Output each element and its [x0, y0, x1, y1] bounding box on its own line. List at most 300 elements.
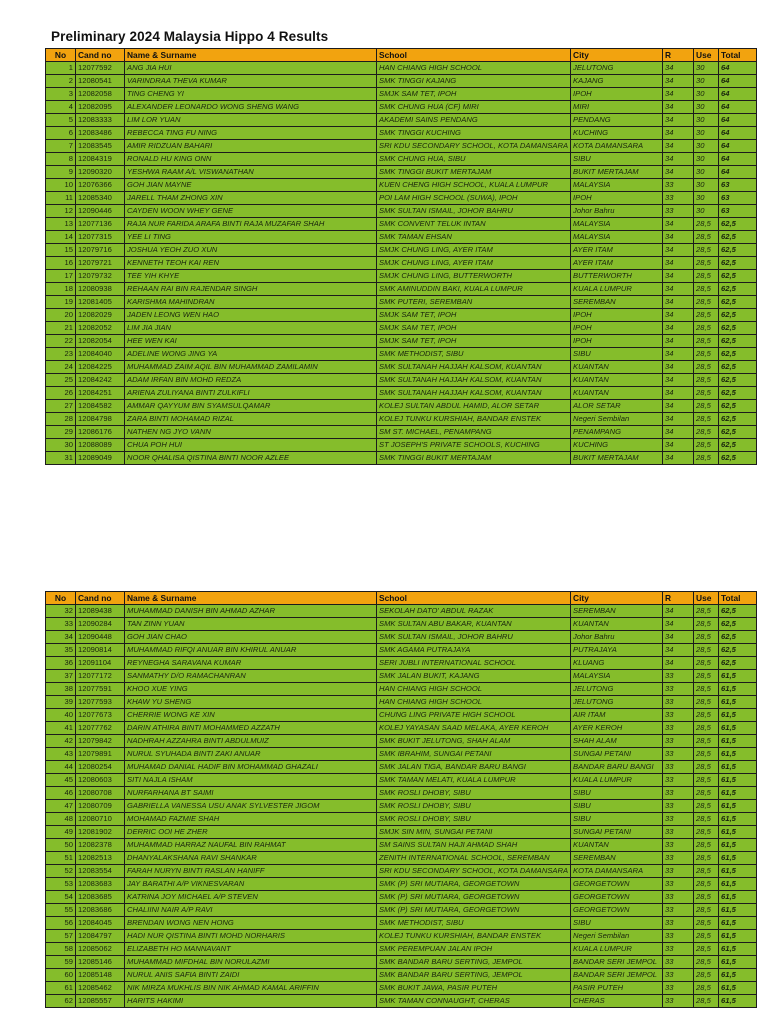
cell-r: 34: [663, 374, 694, 387]
cell-use: 28,5: [694, 735, 719, 748]
cell-no: 26: [46, 387, 76, 400]
cell-no: 23: [46, 348, 76, 361]
cell-city: IPOH: [571, 335, 663, 348]
cell-r: 33: [663, 735, 694, 748]
cell-no: 42: [46, 735, 76, 748]
cell-cand-no: 12079721: [76, 257, 125, 270]
cell-total: 61,5: [719, 852, 757, 865]
table-row: [46, 75, 757, 88]
cell-school: SMK SULTAN ABU BAKAR, KUANTAN: [377, 618, 571, 631]
cell-name: SITI NAJLA ISHAM: [125, 774, 377, 787]
cell-use: 28,5: [694, 361, 719, 374]
cell-use: 30: [694, 127, 719, 140]
cell-cand-no: 12090320: [76, 166, 125, 179]
header-cand: Cand no: [76, 49, 125, 62]
cell-no: 39: [46, 696, 76, 709]
cell-name: KENNETH TEOH KAI REN: [125, 257, 377, 270]
cell-cand-no: 12083486: [76, 127, 125, 140]
cell-use: 28,5: [694, 761, 719, 774]
cell-r: 34: [663, 605, 694, 618]
cell-use: 28,5: [694, 748, 719, 761]
cell-name: ARIENA ZULIYANA BINTI ZULKIFLI: [125, 387, 377, 400]
cell-school: SMK ROSLI DHOBY, SIBU: [377, 800, 571, 813]
cell-no: 50: [46, 839, 76, 852]
cell-name: MUHAMMAD ZAIM AQIL BIN MUHAMMAD ZAMILAMIN: [125, 361, 377, 374]
table-row: [46, 166, 757, 179]
cell-no: 49: [46, 826, 76, 839]
cell-school: SMJK SAM TET, IPOH: [377, 335, 571, 348]
cell-name: GOH JIAN CHAO: [125, 631, 377, 644]
cell-use: 28,5: [694, 930, 719, 943]
cell-total: 61,5: [719, 709, 757, 722]
cell-no: 25: [46, 374, 76, 387]
cell-school: SM SAINS SULTAN HAJI AHMAD SHAH: [377, 839, 571, 852]
cell-no: 62: [46, 995, 76, 1008]
cell-no: 53: [46, 878, 76, 891]
cell-cand-no: 12080710: [76, 813, 125, 826]
table-row: [46, 179, 757, 192]
cell-r: 33: [663, 865, 694, 878]
cell-school: ZENITH INTERNATIONAL SCHOOL, SEREMBAN: [377, 852, 571, 865]
table-row: [46, 878, 757, 891]
cell-cand-no: 12080254: [76, 761, 125, 774]
cell-total: 64: [719, 153, 757, 166]
cell-total: 61,5: [719, 982, 757, 995]
cell-no: 58: [46, 943, 76, 956]
cell-no: 16: [46, 257, 76, 270]
cell-city: MALAYSIA: [571, 218, 663, 231]
cell-name: MUHAMAD DANIAL HADIF BIN MOHAMMAD GHAZALI: [125, 761, 377, 774]
cell-use: 30: [694, 75, 719, 88]
cell-city: KUANTAN: [571, 839, 663, 852]
cell-city: GEORGETOWN: [571, 891, 663, 904]
cell-cand-no: 12079891: [76, 748, 125, 761]
cell-school: SMJK SIN MIN, SUNGAI PETANI: [377, 826, 571, 839]
cell-cand-no: 12077592: [76, 62, 125, 75]
cell-cand-no: 12083545: [76, 140, 125, 153]
cell-total: 62,5: [719, 400, 757, 413]
cell-r: 34: [663, 335, 694, 348]
header-row: [46, 49, 757, 62]
cell-r: 34: [663, 439, 694, 452]
cell-cand-no: 12084319: [76, 153, 125, 166]
cell-r: 33: [663, 179, 694, 192]
cell-no: 52: [46, 865, 76, 878]
cell-cand-no: 12081902: [76, 826, 125, 839]
cell-total: 61,5: [719, 917, 757, 930]
cell-no: 6: [46, 127, 76, 140]
table-row: [46, 774, 757, 787]
cell-r: 34: [663, 166, 694, 179]
cell-no: 54: [46, 891, 76, 904]
cell-no: 37: [46, 670, 76, 683]
cell-r: 34: [663, 244, 694, 257]
cell-school: CHUNG LING PRIVATE HIGH SCHOOL: [377, 709, 571, 722]
cell-cand-no: 12090448: [76, 631, 125, 644]
cell-use: 30: [694, 88, 719, 101]
cell-total: 61,5: [719, 891, 757, 904]
table-row: [46, 452, 757, 465]
table-row: [46, 426, 757, 439]
cell-cand-no: 12080541: [76, 75, 125, 88]
cell-total: 62,5: [719, 348, 757, 361]
cell-name: FARAH NURYN BINTI RASLAN HANIFF: [125, 865, 377, 878]
cell-school: SMK SULTANAH HAJJAH KALSOM, KUANTAN: [377, 387, 571, 400]
cell-city: BUKIT MERTAJAM: [571, 166, 663, 179]
cell-use: 28,5: [694, 774, 719, 787]
cell-name: ADAM IRFAN BIN MOHD REDZA: [125, 374, 377, 387]
cell-city: IPOH: [571, 88, 663, 101]
cell-city: JELUTONG: [571, 683, 663, 696]
cell-use: 28,5: [694, 982, 719, 995]
cell-use: 28,5: [694, 709, 719, 722]
cell-r: 34: [663, 618, 694, 631]
cell-cand-no: 12084797: [76, 930, 125, 943]
cell-no: 17: [46, 270, 76, 283]
cell-cand-no: 12077762: [76, 722, 125, 735]
cell-school: SRI KDU SECONDARY SCHOOL, KOTA DAMANSARA: [377, 865, 571, 878]
cell-school: SMK SULTAN ISMAIL, JOHOR BAHRU: [377, 205, 571, 218]
cell-no: 3: [46, 88, 76, 101]
cell-city: PUTRAJAYA: [571, 644, 663, 657]
table-row: [46, 231, 757, 244]
cell-name: CHERRIE WONG KE XIN: [125, 709, 377, 722]
cell-city: SUNGAI PETANI: [571, 748, 663, 761]
table-row: [46, 722, 757, 735]
header-cand: Cand no: [76, 592, 125, 605]
cell-use: 28,5: [694, 452, 719, 465]
results-table-2: [45, 591, 757, 1008]
cell-total: 61,5: [719, 761, 757, 774]
cell-no: 14: [46, 231, 76, 244]
cell-total: 61,5: [719, 956, 757, 969]
cell-cand-no: 12084582: [76, 400, 125, 413]
cell-school: HAN CHIANG HIGH SCHOOL: [377, 683, 571, 696]
cell-school: SMK CHUNG HUA (CF) MIRI: [377, 101, 571, 114]
cell-school: SMK IBRAHIM, SUNGAI PETANI: [377, 748, 571, 761]
table-row: [46, 205, 757, 218]
cell-cand-no: 12080938: [76, 283, 125, 296]
table-row: [46, 904, 757, 917]
cell-cand-no: 12082095: [76, 101, 125, 114]
cell-name: RAJA NUR FARIDA ARAFA BINTI RAJA MUZAFAR SHAH: [125, 218, 377, 231]
cell-name: DARIN ATHIRA BINTI MOHAMMED AZZATH: [125, 722, 377, 735]
cell-total: 62,5: [719, 644, 757, 657]
table-row: [46, 88, 757, 101]
cell-school: SMK CONVENT TELUK INTAN: [377, 218, 571, 231]
cell-no: 57: [46, 930, 76, 943]
cell-city: MALAYSIA: [571, 231, 663, 244]
cell-school: SMK SULTAN ISMAIL, JOHOR BAHRU: [377, 631, 571, 644]
cell-use: 28,5: [694, 852, 719, 865]
cell-use: 28,5: [694, 374, 719, 387]
cell-school: SMK METHODIST, SIBU: [377, 348, 571, 361]
cell-city: IPOH: [571, 309, 663, 322]
cell-city: KAJANG: [571, 75, 663, 88]
table-row: [46, 631, 757, 644]
cell-school: SMK (P) SRI MUTIARA, GEORGETOWN: [377, 904, 571, 917]
cell-city: ALOR SETAR: [571, 400, 663, 413]
cell-cand-no: 12077315: [76, 231, 125, 244]
cell-total: 61,5: [719, 748, 757, 761]
cell-city: SEREMBAN: [571, 852, 663, 865]
cell-cand-no: 12090814: [76, 644, 125, 657]
cell-no: 28: [46, 413, 76, 426]
cell-no: 35: [46, 644, 76, 657]
cell-cand-no: 12077172: [76, 670, 125, 683]
cell-name: TAN ZINN YUAN: [125, 618, 377, 631]
cell-city: AYER KEROH: [571, 722, 663, 735]
cell-city: BUKIT MERTAJAM: [571, 452, 663, 465]
cell-r: 33: [663, 943, 694, 956]
cell-name: CHUA POH HUI: [125, 439, 377, 452]
cell-name: YESHWA RAAM A/L VISWANATHAN: [125, 166, 377, 179]
cell-use: 28,5: [694, 839, 719, 852]
cell-use: 28,5: [694, 618, 719, 631]
cell-name: REBECCA TING FU NING: [125, 127, 377, 140]
table-row: [46, 735, 757, 748]
cell-no: 47: [46, 800, 76, 813]
cell-use: 30: [694, 153, 719, 166]
cell-city: KUANTAN: [571, 361, 663, 374]
cell-no: 56: [46, 917, 76, 930]
cell-city: SEREMBAN: [571, 296, 663, 309]
table-row: [46, 244, 757, 257]
cell-r: 34: [663, 296, 694, 309]
cell-no: 43: [46, 748, 76, 761]
cell-r: 34: [663, 62, 694, 75]
cell-cand-no: 12084225: [76, 361, 125, 374]
cell-school: KUEN CHENG HIGH SCHOOL, KUALA LUMPUR: [377, 179, 571, 192]
header-total: Total: [719, 49, 757, 62]
cell-city: MALAYSIA: [571, 179, 663, 192]
table-row: [46, 374, 757, 387]
cell-city: Johor Bahru: [571, 631, 663, 644]
cell-no: 27: [46, 400, 76, 413]
cell-no: 41: [46, 722, 76, 735]
cell-name: ADELINE WONG JING YA: [125, 348, 377, 361]
table-row: [46, 813, 757, 826]
cell-total: 62,5: [719, 439, 757, 452]
cell-no: 51: [46, 852, 76, 865]
cell-name: HADI NUR QISTINA BINTI MOHD NORHARIS: [125, 930, 377, 943]
cell-no: 4: [46, 101, 76, 114]
cell-school: POI LAM HIGH SCHOOL (SUWA), IPOH: [377, 192, 571, 205]
cell-use: 28,5: [694, 800, 719, 813]
cell-name: CAYDEN WOON WHEY GENE: [125, 205, 377, 218]
cell-cand-no: 12077673: [76, 709, 125, 722]
cell-name: KATRINA JOY MICHAEL A/P STEVEN: [125, 891, 377, 904]
table-row: [46, 400, 757, 413]
cell-use: 28,5: [694, 426, 719, 439]
cell-total: 64: [719, 166, 757, 179]
cell-city: PENDANG: [571, 114, 663, 127]
cell-city: MIRI: [571, 101, 663, 114]
cell-city: KUANTAN: [571, 387, 663, 400]
cell-city: BANDAR SERI JEMPOL: [571, 969, 663, 982]
cell-use: 30: [694, 140, 719, 153]
cell-total: 61,5: [719, 943, 757, 956]
table-row: [46, 657, 757, 670]
cell-total: 63: [719, 192, 757, 205]
cell-cand-no: 12082378: [76, 839, 125, 852]
cell-cand-no: 12089049: [76, 452, 125, 465]
cell-use: 28,5: [694, 917, 719, 930]
header-school: School: [377, 592, 571, 605]
cell-cand-no: 12077593: [76, 696, 125, 709]
cell-name: AMMAR QAYYUM BIN SYAMSULQAMAR: [125, 400, 377, 413]
cell-r: 34: [663, 270, 694, 283]
cell-city: Negeri Sembilan: [571, 413, 663, 426]
header-total: Total: [719, 592, 757, 605]
cell-cand-no: 12083685: [76, 891, 125, 904]
header-no: No: [46, 592, 76, 605]
cell-no: 44: [46, 761, 76, 774]
cell-total: 61,5: [719, 826, 757, 839]
table-row: [46, 218, 757, 231]
cell-school: SMJK SAM TET, IPOH: [377, 88, 571, 101]
cell-use: 28,5: [694, 865, 719, 878]
table-row: [46, 283, 757, 296]
cell-total: 61,5: [719, 995, 757, 1008]
cell-r: 34: [663, 387, 694, 400]
cell-use: 30: [694, 179, 719, 192]
cell-name: RONALD HU KING ONN: [125, 153, 377, 166]
cell-name: NIK MIRZA MUKHLIS BIN NIK AHMAD KAMAL ARIFFIN: [125, 982, 377, 995]
cell-name: KARISHMA MAHINDRAN: [125, 296, 377, 309]
cell-name: MOHAMAD FAZMIE SHAH: [125, 813, 377, 826]
cell-name: JOSHUA YEOH ZUO XUN: [125, 244, 377, 257]
cell-use: 30: [694, 101, 719, 114]
cell-total: 61,5: [719, 904, 757, 917]
cell-no: 32: [46, 605, 76, 618]
cell-use: 28,5: [694, 322, 719, 335]
cell-total: 62,5: [719, 413, 757, 426]
cell-r: 33: [663, 192, 694, 205]
cell-city: GEORGETOWN: [571, 878, 663, 891]
cell-no: 24: [46, 361, 76, 374]
cell-no: 8: [46, 153, 76, 166]
cell-total: 64: [719, 88, 757, 101]
cell-no: 9: [46, 166, 76, 179]
cell-use: 30: [694, 114, 719, 127]
cell-r: 34: [663, 413, 694, 426]
cell-name: JARELL THAM ZHONG XIN: [125, 192, 377, 205]
cell-use: 28,5: [694, 813, 719, 826]
cell-name: LIM JIA JIAN: [125, 322, 377, 335]
cell-school: KOLEJ YAYASAN SAAD MELAKA, AYER KEROH: [377, 722, 571, 735]
cell-school: SMK (P) SRI MUTIARA, GEORGETOWN: [377, 878, 571, 891]
cell-no: 40: [46, 709, 76, 722]
cell-use: 28,5: [694, 696, 719, 709]
table-row: [46, 696, 757, 709]
cell-r: 34: [663, 218, 694, 231]
cell-total: 63: [719, 205, 757, 218]
cell-r: 34: [663, 322, 694, 335]
cell-total: 61,5: [719, 930, 757, 943]
cell-r: 34: [663, 127, 694, 140]
cell-school: SMK PEREMPUAN JALAN IPOH: [377, 943, 571, 956]
cell-cand-no: 12085148: [76, 969, 125, 982]
cell-cand-no: 12084040: [76, 348, 125, 361]
cell-r: 34: [663, 153, 694, 166]
cell-total: 61,5: [719, 800, 757, 813]
cell-city: SEREMBAN: [571, 605, 663, 618]
cell-use: 28,5: [694, 787, 719, 800]
cell-r: 33: [663, 852, 694, 865]
table-row: [46, 748, 757, 761]
cell-city: KUALA LUMPUR: [571, 283, 663, 296]
cell-no: 60: [46, 969, 76, 982]
table-row: [46, 982, 757, 995]
cell-total: 61,5: [719, 683, 757, 696]
cell-cand-no: 12084045: [76, 917, 125, 930]
cell-total: 61,5: [719, 774, 757, 787]
cell-r: 33: [663, 709, 694, 722]
cell-total: 64: [719, 101, 757, 114]
table-row: [46, 787, 757, 800]
cell-r: 33: [663, 904, 694, 917]
cell-city: KUALA LUMPUR: [571, 774, 663, 787]
cell-r: 33: [663, 774, 694, 787]
cell-name: TING CHENG YI: [125, 88, 377, 101]
cell-r: 34: [663, 140, 694, 153]
cell-name: REYNEGHA SARAVANA KUMAR: [125, 657, 377, 670]
cell-total: 61,5: [719, 787, 757, 800]
cell-cand-no: 12084251: [76, 387, 125, 400]
cell-total: 64: [719, 127, 757, 140]
header-city: City: [571, 592, 663, 605]
cell-use: 28,5: [694, 878, 719, 891]
cell-r: 34: [663, 283, 694, 296]
cell-r: 33: [663, 982, 694, 995]
cell-no: 61: [46, 982, 76, 995]
header-r: R: [663, 592, 694, 605]
cell-use: 28,5: [694, 891, 719, 904]
cell-school: SERI JUBLI INTERNATIONAL SCHOOL: [377, 657, 571, 670]
cell-no: 30: [46, 439, 76, 452]
cell-cand-no: 12083333: [76, 114, 125, 127]
cell-school: SMK AGAMA PUTRAJAYA: [377, 644, 571, 657]
table-row: [46, 62, 757, 75]
cell-cand-no: 12079842: [76, 735, 125, 748]
cell-no: 13: [46, 218, 76, 231]
cell-school: ST JOSEPH'S PRIVATE SCHOOLS, KUCHING: [377, 439, 571, 452]
cell-r: 33: [663, 956, 694, 969]
cell-total: 62,5: [719, 322, 757, 335]
cell-name: REHAAN RAI BIN RAJENDAR SINGH: [125, 283, 377, 296]
cell-name: JADEN LEONG WEN HAO: [125, 309, 377, 322]
cell-r: 34: [663, 114, 694, 127]
table-row: [46, 361, 757, 374]
header-use: Use: [694, 592, 719, 605]
cell-total: 64: [719, 114, 757, 127]
header-row: [46, 592, 757, 605]
cell-name: LIM LOR YUAN: [125, 114, 377, 127]
cell-total: 62,5: [719, 335, 757, 348]
cell-name: KHOO XUE YING: [125, 683, 377, 696]
cell-total: 62,5: [719, 296, 757, 309]
cell-use: 28,5: [694, 683, 719, 696]
cell-name: BRENDAN WONG NEN HONG: [125, 917, 377, 930]
cell-no: 33: [46, 618, 76, 631]
table-row: [46, 192, 757, 205]
cell-school: SMK BANDAR BARU SERTING, JEMPOL: [377, 956, 571, 969]
table-row: [46, 335, 757, 348]
cell-r: 33: [663, 969, 694, 982]
cell-use: 28,5: [694, 283, 719, 296]
cell-school: SMK TAMAN EHSAN: [377, 231, 571, 244]
